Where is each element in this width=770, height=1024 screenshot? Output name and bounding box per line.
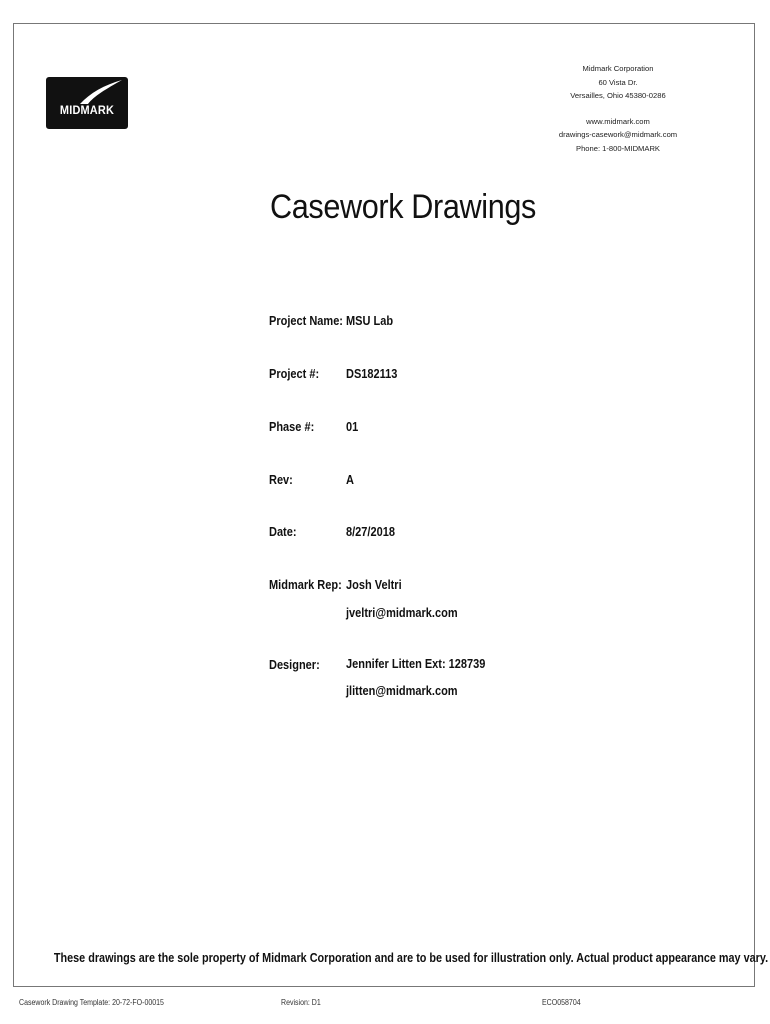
rev-label: Rev: [269, 473, 293, 487]
company-city: Versailles, Ohio 45380-0286 [570, 91, 666, 100]
logo-swoosh-icon [46, 77, 128, 129]
company-street: 60 Vista Dr. [598, 77, 638, 87]
footer-eco: ECO058704 [542, 998, 581, 1007]
logo-text: MIDMARK [59, 105, 115, 117]
midmark-logo [46, 77, 128, 129]
phase-value: 01 [346, 420, 359, 434]
phase-label: Phase #: [269, 420, 315, 434]
company-address [508, 62, 728, 155]
company-email: drawings-casework@midmark.com [558, 130, 678, 139]
project-number-label: Project #: [269, 367, 320, 381]
date-value: 8/27/2018 [346, 525, 395, 539]
rep-email: jveltri@midmark.com [346, 606, 458, 620]
designer-name: Jennifer Litten Ext: 128739 [346, 657, 486, 671]
company-phone: Phone: 1-800-MIDMARK [576, 143, 660, 153]
company-website: www.midmark.com [586, 116, 650, 126]
rep-name: Josh Veltri [346, 578, 402, 592]
rep-label: Midmark Rep: [269, 578, 342, 592]
designer-email: jlitten@midmark.com [346, 684, 458, 698]
document-title: Casework Drawings [270, 188, 536, 226]
page-border [13, 23, 769, 987]
company-name: Midmark Corporation [582, 64, 654, 73]
date-label: Date: [269, 525, 297, 539]
designer-label: Designer: [269, 658, 320, 672]
project-name-label: Project Name: [269, 314, 343, 328]
project-number-value: DS182113 [346, 367, 398, 381]
rev-value: A [346, 473, 354, 487]
footer-template: Casework Drawing Template: 20-72-FO-00015 [19, 998, 164, 1007]
project-name-value: MSU Lab [346, 314, 394, 328]
disclaimer: These drawings are the sole property of Midmark Corporation and are to be used for illustration only. Actual product appearance may vary. [53, 951, 769, 965]
footer-revision: Revision: D1 [281, 998, 321, 1007]
